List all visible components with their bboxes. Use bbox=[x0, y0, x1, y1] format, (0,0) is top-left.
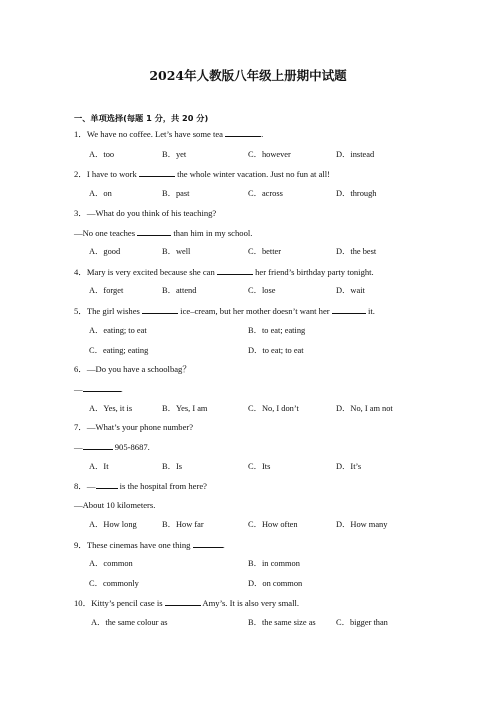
stem-text: 10．Kitty’s pencil case is bbox=[74, 598, 165, 608]
section-heading: 一、单项选择(每题 1 分，共 20 分) bbox=[74, 113, 209, 123]
option-c: C．better bbox=[248, 247, 282, 256]
stem-text: — bbox=[74, 442, 83, 452]
option-c: C．lose bbox=[248, 286, 276, 295]
stem-text: it. bbox=[365, 306, 375, 316]
option-a: A．It bbox=[89, 462, 109, 471]
option-c: C．eating; eating bbox=[89, 346, 149, 355]
option-c: C．bigger than bbox=[336, 618, 388, 627]
stem-text: 8．— bbox=[74, 481, 96, 491]
question-6-stem: 6．—Do you have a schoolbag？ bbox=[74, 364, 191, 374]
option-a: A．common bbox=[89, 559, 133, 568]
question-1-stem bbox=[74, 128, 263, 140]
stem-text: 9．These cinemas have one thing bbox=[74, 540, 193, 550]
stem-text: —No one teaches bbox=[74, 228, 138, 238]
answer-blank bbox=[137, 227, 171, 236]
question-7-stem: 7．—What’s your phone number? bbox=[74, 422, 194, 432]
option-d: D．on common bbox=[248, 579, 303, 588]
option-b: B．in common bbox=[248, 559, 300, 568]
option-d: D．instead bbox=[336, 150, 375, 159]
answer-blank bbox=[193, 539, 223, 548]
answer-blank bbox=[96, 480, 118, 489]
option-c: C．How often bbox=[248, 520, 298, 529]
option-a: A．Yes, it is bbox=[89, 404, 133, 413]
stem-text: . bbox=[120, 384, 123, 394]
option-d: D．No, I am not bbox=[336, 404, 393, 413]
option-d: D．It’s bbox=[336, 462, 362, 471]
option-c: C．across bbox=[248, 189, 283, 198]
option-b: B．the same size as bbox=[248, 618, 316, 627]
option-c: C．Its bbox=[248, 462, 271, 471]
option-b: B．Yes, I am bbox=[162, 404, 208, 413]
answer-blank bbox=[225, 128, 264, 139]
page-title: 2024年人教版八年级上册期中试题 bbox=[149, 68, 347, 83]
option-d: D．the best bbox=[336, 247, 377, 256]
stem-text: . bbox=[261, 129, 264, 139]
option-b: B．well bbox=[162, 247, 191, 256]
stem-text: 5．The girl wishes bbox=[74, 306, 143, 316]
question-3-reply bbox=[74, 227, 252, 239]
answer-blank bbox=[332, 305, 366, 314]
answer-blank bbox=[217, 266, 253, 275]
option-a: A．too bbox=[89, 150, 115, 159]
option-c: C．commonly bbox=[89, 579, 139, 588]
stem-text: 1．We have no coffee. Let’s have some tea bbox=[74, 129, 226, 139]
stem-text: 4．Mary is very excited because she can bbox=[74, 267, 217, 277]
question-8-stem bbox=[74, 480, 207, 492]
option-a: A．on bbox=[89, 189, 112, 198]
question-10-stem bbox=[74, 597, 299, 609]
option-b: B．How far bbox=[162, 520, 204, 529]
question-5-stem bbox=[74, 305, 375, 317]
option-d: D．through bbox=[336, 189, 377, 198]
stem-text: 2．I have to work bbox=[74, 169, 139, 179]
answer-blank bbox=[83, 383, 121, 392]
stem-text: ice–cream, but her mother doesn’t want her bbox=[178, 306, 332, 316]
option-c: C．No, I don’t bbox=[248, 404, 299, 413]
answer-blank bbox=[83, 441, 113, 450]
option-b: B．to eat; eating bbox=[248, 326, 306, 335]
option-a: A．the same colour as bbox=[91, 618, 168, 627]
answer-blank bbox=[165, 597, 201, 606]
option-b: B．attend bbox=[162, 286, 197, 295]
option-a: A．eating; to eat bbox=[89, 326, 147, 335]
stem-text: Amy’s. It is also very small. bbox=[200, 598, 300, 608]
option-c: C．however bbox=[248, 150, 291, 159]
option-b: B．yet bbox=[162, 150, 187, 159]
stem-text: than him in my school. bbox=[171, 228, 253, 238]
stem-text: 905-8687. bbox=[112, 442, 150, 452]
stem-text: the whole winter vacation. Just no fun at all! bbox=[174, 169, 331, 179]
answer-blank bbox=[142, 305, 178, 314]
question-4-stem bbox=[74, 266, 374, 278]
answer-blank bbox=[139, 168, 175, 177]
stem-text: — bbox=[74, 384, 83, 394]
option-d: D．to eat; to eat bbox=[248, 346, 304, 355]
question-6-reply bbox=[74, 383, 123, 395]
option-b: B．past bbox=[162, 189, 190, 198]
question-3-stem: 3．—What do you think of his teaching? bbox=[74, 208, 217, 218]
option-b: B．Is bbox=[162, 462, 183, 471]
question-7-reply bbox=[74, 441, 150, 453]
option-d: D．How many bbox=[336, 520, 388, 529]
stem-text: is the hospital from here? bbox=[117, 481, 207, 491]
stem-text: her friend’s birthday party tonight. bbox=[252, 267, 374, 277]
option-a: A．forget bbox=[89, 286, 124, 295]
question-8-reply: —About 10 kilometers. bbox=[74, 500, 156, 510]
option-a: A．good bbox=[89, 247, 121, 256]
question-2-stem bbox=[74, 168, 330, 180]
option-a: A．How long bbox=[89, 520, 137, 529]
question-9-stem bbox=[74, 539, 225, 551]
stem-text: . bbox=[222, 540, 225, 550]
option-d: D．wait bbox=[336, 286, 365, 295]
